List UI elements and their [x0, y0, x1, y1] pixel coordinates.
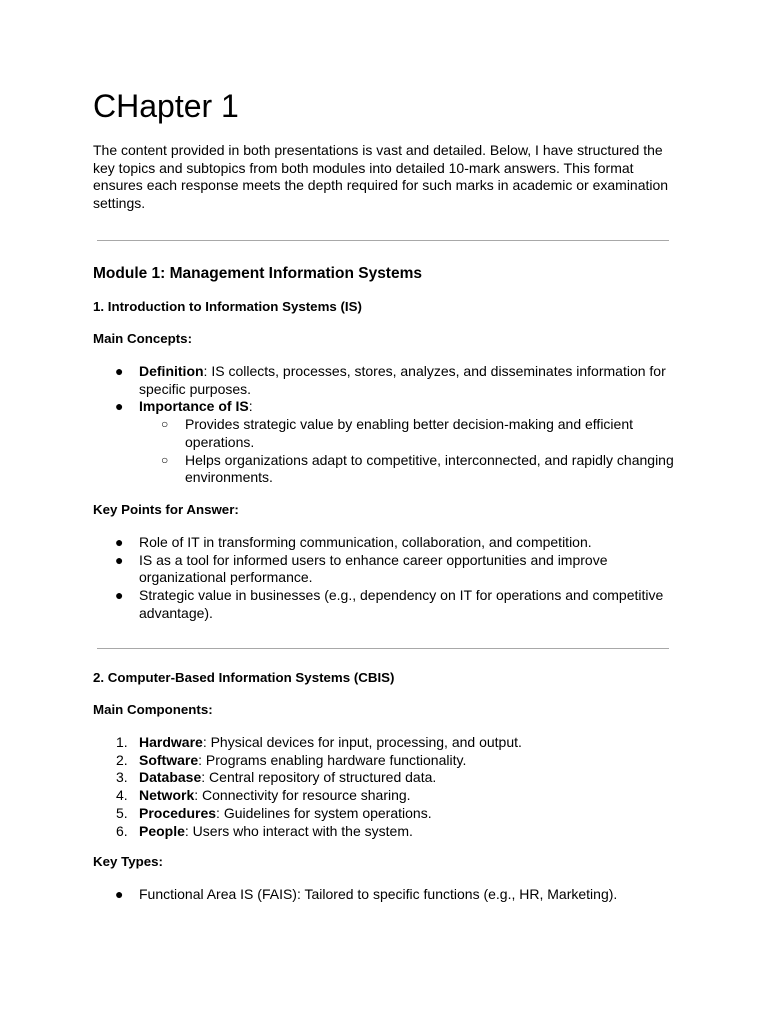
sub-list-item	[139, 452, 683, 487]
list-item	[93, 587, 683, 622]
component-term: Database	[139, 769, 202, 786]
hollow-bullet-icon: ○	[161, 452, 169, 467]
component-term: People	[139, 822, 185, 839]
key-points-label: Key Points for Answer:	[93, 502, 239, 517]
list-item-text: Functional Area IS (FAIS): Tailored to specific functions (e.g., HR, Marketing).	[139, 886, 618, 902]
bullet-icon: ●	[115, 363, 124, 379]
bullet-icon: ●	[115, 534, 124, 550]
section-heading: 2. Computer-Based Information Systems (CBIS)	[93, 670, 395, 685]
list-item	[93, 534, 683, 552]
list-number: 4.	[116, 787, 128, 804]
list-number: 6.	[116, 822, 128, 839]
bullet-icon: ●	[115, 587, 124, 604]
list-item	[93, 752, 683, 770]
definition-text: : IS collects, processes, stores, analyzes, and disseminates information for specific purposes.	[139, 363, 666, 397]
module-heading: Module 1: Management Information Systems	[93, 265, 422, 282]
component-term: Network	[139, 787, 195, 804]
component-text: : Guidelines for system operations.	[216, 804, 432, 821]
sub-item-text: Provides strategic value by enabling better decision-making and efficient operations.	[185, 416, 633, 450]
list-item-text: Role of IT in transforming communication, collaboration, and competition.	[139, 534, 592, 550]
component-term: Procedures	[139, 804, 217, 821]
main-concepts-list	[93, 363, 683, 487]
list-item	[93, 552, 683, 587]
sub-item-text: Helps organizations adapt to competitive, interconnected, and rapidly changing environments.	[185, 451, 674, 486]
list-item-text: IS as a tool for informed users to enhance career opportunities and improve organizational performance.	[139, 551, 608, 586]
component-term: Hardware	[139, 734, 203, 750]
component-text: : Physical devices for input, processing, and output.	[202, 734, 522, 750]
list-item-text: Strategic value in businesses (e.g., dependency on IT for operations and competitive advantage).	[139, 587, 664, 621]
list-item	[93, 398, 683, 487]
main-concepts-label: Main Concepts:	[93, 331, 192, 346]
component-text: : Central repository of structured data.	[201, 769, 437, 786]
divider	[97, 648, 669, 649]
importance-colon: :	[248, 398, 253, 415]
list-number: 2.	[116, 751, 128, 768]
bullet-icon: ●	[115, 398, 124, 415]
bullet-icon: ●	[115, 551, 124, 568]
component-text: : Programs enabling hardware functionality.	[198, 751, 467, 768]
component-term: Software	[139, 751, 199, 768]
list-number: 3.	[116, 769, 128, 786]
divider	[97, 240, 669, 241]
list-item	[93, 886, 683, 904]
list-item	[93, 805, 683, 823]
page-title: CHapter 1	[93, 88, 239, 124]
list-item	[93, 823, 683, 841]
components-list	[93, 734, 683, 840]
list-item	[93, 769, 683, 787]
list-number: 5.	[116, 804, 128, 821]
key-types-label: Key Types:	[93, 854, 163, 869]
section-heading: 1. Introduction to Information Systems (IS)	[93, 299, 362, 314]
list-number: 1.	[116, 734, 128, 750]
definition-term: Definition	[139, 363, 204, 379]
intro-paragraph: The content provided in both presentations is vast and detailed. Below, I have structured the key topics and subtopics from both modules into detailed 10-mark answers. This format ensures each response meets the depth required for such marks in academic or examination settings.	[93, 142, 669, 212]
main-components-label: Main Components:	[93, 702, 213, 717]
key-types-list	[93, 886, 683, 904]
importance-term: Importance of IS	[139, 398, 249, 415]
list-item	[93, 363, 683, 398]
component-text: : Users who interact with the system.	[184, 822, 413, 839]
key-points-list	[93, 534, 683, 623]
component-text: : Connectivity for resource sharing.	[194, 787, 411, 804]
sub-list-item	[139, 416, 683, 451]
hollow-bullet-icon: ○	[161, 417, 169, 432]
list-item	[93, 787, 683, 805]
list-item	[93, 734, 683, 752]
bullet-icon: ●	[115, 886, 124, 902]
importance-sublist	[139, 416, 683, 487]
